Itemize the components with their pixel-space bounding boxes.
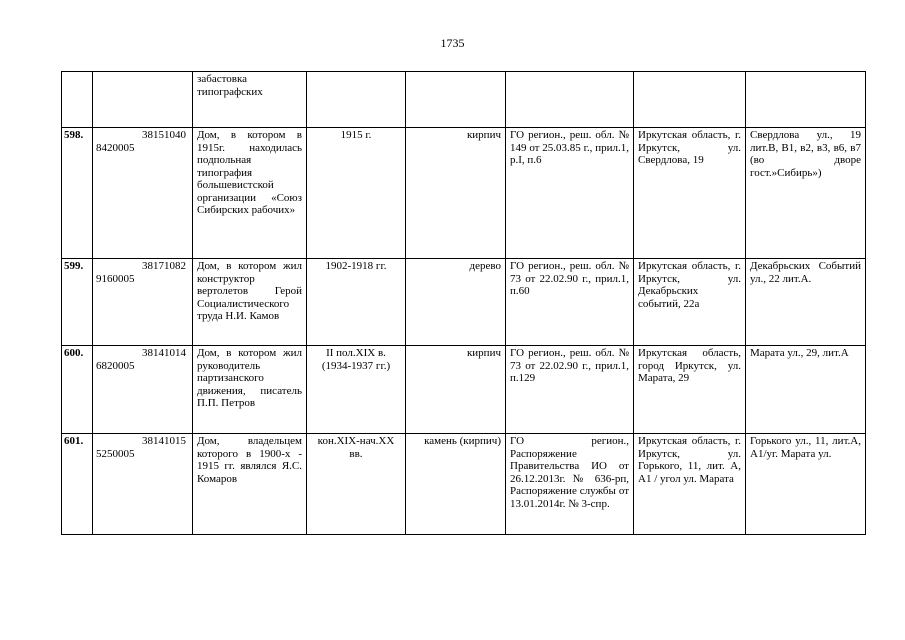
cell-num: [62, 72, 93, 128]
object-material: кирпич: [406, 128, 506, 259]
legal-document: ГО регион., Распоряжение Правительства ИО от 26.12.2013г. № 636-рп, Распоряжение службы от 13.01.2014г. № 3-спр.: [506, 434, 634, 535]
object-note: Свердлова ул., 19 лит.В, В1, в2, в3, в6, в7 (во дворе гост.»Сибирь»): [746, 128, 866, 259]
object-description: Дом, в котором в 1915г. находилась подпольная типография большевистской организации «Союз Сибирских рабочих»: [193, 128, 307, 259]
row-number: 601.: [62, 434, 93, 535]
object-address: Иркутская область, г. Иркутск, ул. Декабрьских событий, 22а: [634, 259, 746, 346]
row-number: 599.: [62, 259, 93, 346]
object-note: Марата ул., 29, лит.А: [746, 346, 866, 434]
heritage-register-table: [61, 71, 866, 535]
object-note: Горького ул., 11, лит.А, А1/уг. Марата ул.: [746, 434, 866, 535]
legal-document: ГО регион., реш. обл. № 149 от 25.03.85 г., прил.1, р.I, п.6: [506, 128, 634, 259]
object-material: дерево: [406, 259, 506, 346]
table-row-continued: [62, 72, 866, 128]
object-date: кон.XIX-нач.XX вв.: [307, 434, 406, 535]
object-address: Иркутская область, г. Иркутск, ул. Горького, 11, лит. А, А1 / угол ул. Марата: [634, 434, 746, 535]
cell-material: [406, 72, 506, 128]
table-row: [62, 346, 866, 434]
object-date: 1915 г.: [307, 128, 406, 259]
legal-document: ГО регион., реш. обл. № 73 от 22.02.90 г., прил.1, п.60: [506, 259, 634, 346]
object-description: Дом, владельцем которого в 1900-х - 1915 гг. являлся Я.С. Комаров: [193, 434, 307, 535]
object-date: 1902-1918 гг.: [307, 259, 406, 346]
cell-document: [506, 72, 634, 128]
cell-note: [746, 72, 866, 128]
cell-date: [307, 72, 406, 128]
cell-address: [634, 72, 746, 128]
row-number: 598.: [62, 128, 93, 259]
object-material: кирпич: [406, 346, 506, 434]
object-material: камень (кирпич): [406, 434, 506, 535]
page-number: 1735: [440, 36, 465, 50]
object-address: Иркутская область, г. Иркутск, ул. Свердлова, 19: [634, 128, 746, 259]
table-row: [62, 259, 866, 346]
object-code: 38151040 8420005: [93, 128, 193, 259]
table-row: [62, 128, 866, 259]
legal-document: ГО регион., реш. обл. № 73 от 22.02.90 г., прил.1, п.129: [506, 346, 634, 434]
object-address: Иркутская область, город Иркутск, ул. Марата, 29: [634, 346, 746, 434]
object-description: Дом, в котором жил конструктор вертолетов Герой Социалистического труда Н.И. Камов: [193, 259, 307, 346]
object-code: 38141014 6820005: [93, 346, 193, 434]
object-code: 38141015 5250005: [93, 434, 193, 535]
object-code: 38171082 9160005: [93, 259, 193, 346]
object-date: II пол.XIX в. (1934-1937 гг.): [307, 346, 406, 434]
row-number: 600.: [62, 346, 93, 434]
table-row: [62, 434, 866, 535]
object-note: Декабрьских Событий ул., 22 лит.А.: [746, 259, 866, 346]
cell-code: [93, 72, 193, 128]
cell-description: забастовка типографских: [193, 72, 307, 128]
object-description: Дом, в котором жил руководитель партизанского движения, писатель П.П. Петров: [193, 346, 307, 434]
